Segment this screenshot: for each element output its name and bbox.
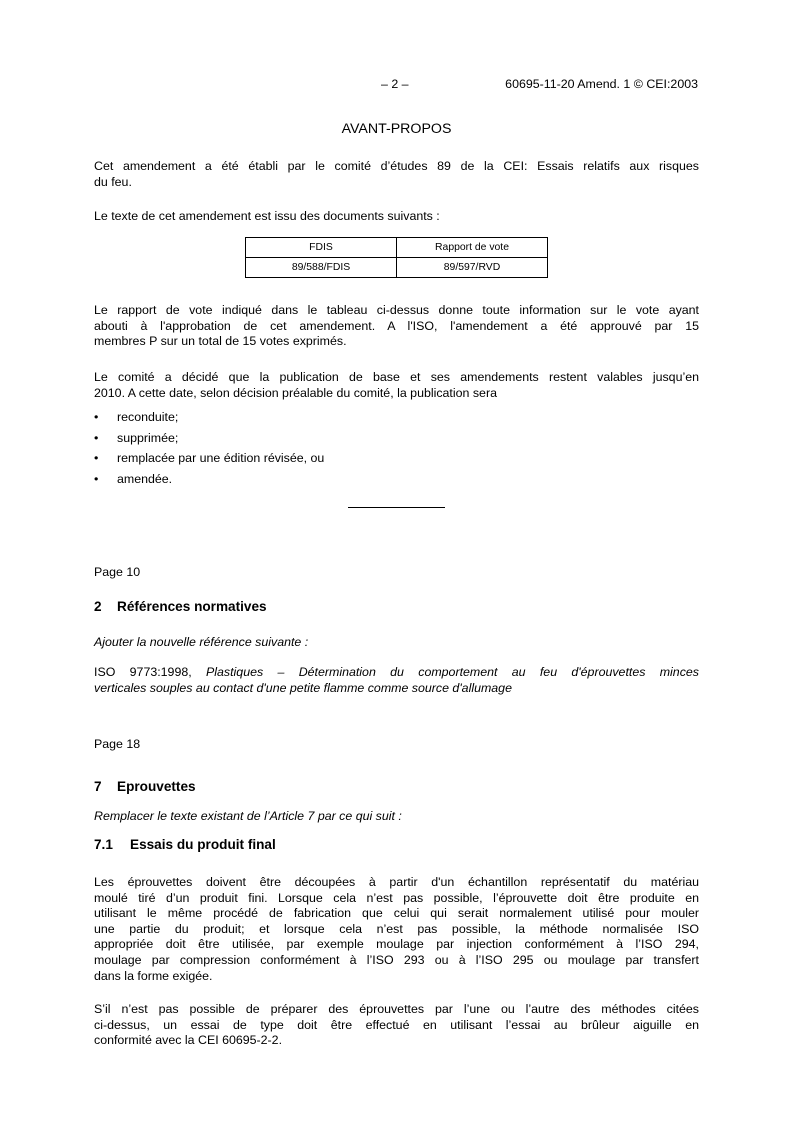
section-title: Eprouvettes — [117, 779, 196, 794]
page-label: Page 18 — [94, 737, 141, 751]
document-reference: 60695-11-20 Amend. 1 © CEI:2003 — [505, 77, 698, 91]
table-row — [246, 258, 548, 278]
reference-line-1 — [94, 665, 699, 681]
vote-paragraph — [94, 303, 699, 350]
validity-line: 2010. A cette date, selon décision préalable du comité, la publication sera — [94, 385, 497, 400]
subsection-number: 7.1 — [94, 837, 113, 852]
paragraph-line: conformité avec la CEI 60695-2-2. — [94, 1033, 283, 1048]
outcome-list — [94, 410, 324, 492]
bullet-glyph: • — [94, 430, 99, 445]
list-item — [94, 410, 324, 431]
section-heading-specimens — [94, 779, 196, 794]
list-item-text: supprimée; — [117, 430, 179, 445]
paragraph-line: S’il n’est pas possible de préparer des éprouvettes par l’une ou l’autre des méthodes citées — [94, 1002, 699, 1016]
paragraph-line: moulage par compression conformément à l’ISO 293 ou à l’ISO 295 ou moulage par transfert — [94, 952, 699, 967]
reference-prefix: ISO 9773:1998, — [94, 665, 206, 679]
subsection-heading — [94, 837, 276, 852]
documents-table — [245, 237, 548, 278]
paragraph-line: appropriée doit être utilisée, par exemple moulage par injection conformément à l’ISO 294, — [94, 937, 699, 952]
table-header-row — [246, 238, 548, 258]
section-number: 7 — [94, 779, 102, 794]
table-cell: 89/597/RVD — [397, 258, 548, 278]
vote-line: membres P sur un total de 15 votes exprimés. — [94, 334, 347, 349]
vote-line: Le rapport de vote indiqué dans le tableau ci-dessus donne toute information sur le vote ayant — [94, 303, 699, 317]
vote-line: abouti à l'approbation de cet amendement. A l'ISO, l'amendement a été approuvé par 15 — [94, 318, 699, 333]
paragraph-line: Les éprouvettes doivent être découpées à partir d'un échantillon représentatif du matériau — [94, 875, 699, 889]
reference-title: Plastiques – Détermination du comportement au feu d'éprouvettes minces — [206, 665, 699, 679]
documents-intro: Le texte de cet amendement est issu des documents suivants : — [94, 209, 440, 223]
page-number: – 2 – — [381, 77, 409, 91]
paragraph-line: utilisant le même procédé de fabrication que celui qui serait normalement utilisé pour mouler — [94, 906, 699, 921]
specimens-paragraph-2 — [94, 1002, 699, 1049]
paragraph-line: ci-dessus, un essai de type doit être effectué en utilisant l’essai au brûleur aiguille en — [94, 1017, 699, 1032]
intro-line-1: Cet amendement a été établi par le comité d’études 89 de la CEI: Essais relatifs aux risques — [94, 159, 699, 173]
section-heading-references — [94, 599, 267, 614]
list-item-text: amendée. — [117, 471, 173, 486]
intro-line-2: du feu. — [94, 174, 132, 189]
validity-paragraph — [94, 370, 699, 401]
reference-title-line-2: verticales souples au contact d'une petite flamme comme source d'allumage — [94, 680, 512, 695]
separator-rule — [348, 507, 445, 508]
bullet-glyph: • — [94, 451, 99, 465]
page-label: Page 10 — [94, 565, 141, 579]
intro-paragraph — [94, 159, 699, 190]
list-item — [94, 472, 324, 493]
list-item — [94, 451, 324, 472]
table-header-cell: Rapport de vote — [397, 238, 548, 258]
section-number: 2 — [94, 599, 102, 614]
list-item — [94, 431, 324, 452]
bullet-glyph: • — [94, 471, 99, 486]
section-title: Références normatives — [117, 599, 267, 614]
instruction-text: Ajouter la nouvelle référence suivante : — [94, 635, 309, 649]
validity-line: Le comité a décidé que la publication de base et ses amendements restent valables jusqu’en — [94, 370, 699, 384]
table-cell: 89/588/FDIS — [246, 258, 397, 278]
paragraph-line: une partie du produit; et lorsque cela n’est pas possible, la méthode normalisée ISO — [94, 921, 699, 936]
instruction-text: Remplacer le texte existant de l’Article 7 par ce qui suit : — [94, 809, 402, 823]
list-item-text: reconduite; — [117, 410, 179, 424]
specimens-paragraph-1 — [94, 875, 699, 984]
reference-entry — [94, 665, 699, 696]
bullet-glyph: • — [94, 410, 99, 424]
page-title: AVANT-PROPOS — [341, 121, 452, 137]
list-item-text: remplacée par une édition révisée, ou — [117, 451, 325, 465]
subsection-title: Essais du produit final — [130, 837, 276, 852]
table-header-cell: FDIS — [246, 238, 397, 258]
paragraph-line: moulé tiré d’un produit fini. Lorsque cela n’est pas possible, l’éprouvette doit être produite en — [94, 890, 699, 905]
paragraph-line: dans la forme exigée. — [94, 968, 213, 983]
